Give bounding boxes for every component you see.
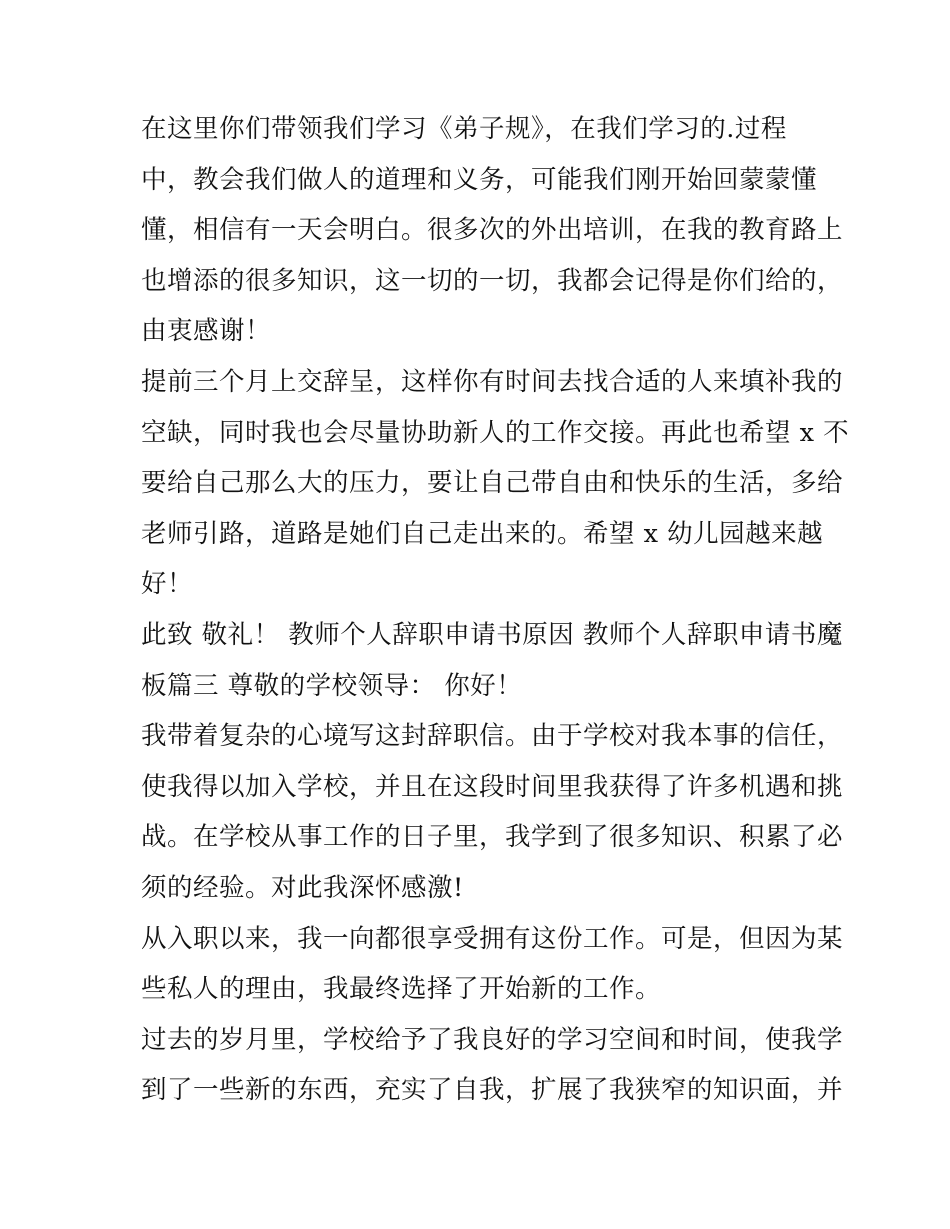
body-text [141, 104, 850, 1116]
text-line: 在这里你们带领我们学习《弟子规》，在我们学习的.过程 [141, 114, 787, 144]
text-line: 须的经验。对此我深怀感激! [141, 872, 464, 903]
text-line: 战。在学校从事工作的日子里，我学到了很多知识、积累了必 [141, 822, 844, 853]
text-line: 过去的岁月里，学校给予了我良好的学习空间和时间，使我学 [141, 1024, 844, 1055]
text-line: 好！ [141, 569, 194, 600]
text-line: 懂，相信有一天会明白。很多次的外出培训，在我的教育路上 [141, 215, 844, 246]
text-line: 要给自己那么大的压力，要让自己带自由和快乐的生活，多给 [141, 468, 844, 499]
text-line: 老师引路，道路是她们自己走出来的。希望 x 幼儿园越来越 [141, 518, 824, 549]
text-line: 由衷感谢！ [141, 316, 272, 347]
text-line: 板篇三 尊敬的学校领导： 你好！ [141, 670, 523, 701]
text-line: 此致 敬礼！ 教师个人辞职申请书原因 教师个人辞职申请书魔 [141, 619, 843, 650]
text-line: 从入职以来，我一向都很享受拥有这份工作。可是，但因为某 [141, 923, 844, 954]
text-line: 到了一些新的东西，充实了自我，扩展了我狭窄的知识面，并 [141, 1075, 844, 1106]
text-line: 使我得以加入学校，并且在这段时间里我获得了许多机遇和挑 [141, 771, 844, 802]
text-line: 我带着复杂的心境写这封辞职信。由于学校对我本事的信任， [141, 721, 844, 752]
text-line: 些私人的理由，我最终选择了开始新的工作。 [141, 974, 662, 1005]
text-line: 也增添的很多知识，这一切的一切，我都会记得是你们给的， [141, 265, 844, 296]
text-line: 空缺，同时我也会尽量协助新人的工作交接。再此也希望 x 不 [141, 417, 850, 448]
text-line: 提前三个月上交辞呈，这样你有时间去找合适的人来填补我的 [141, 366, 844, 397]
text-line: 中，教会我们做人的道理和义务，可能我们刚开始回蒙蒙懂 [141, 164, 818, 195]
